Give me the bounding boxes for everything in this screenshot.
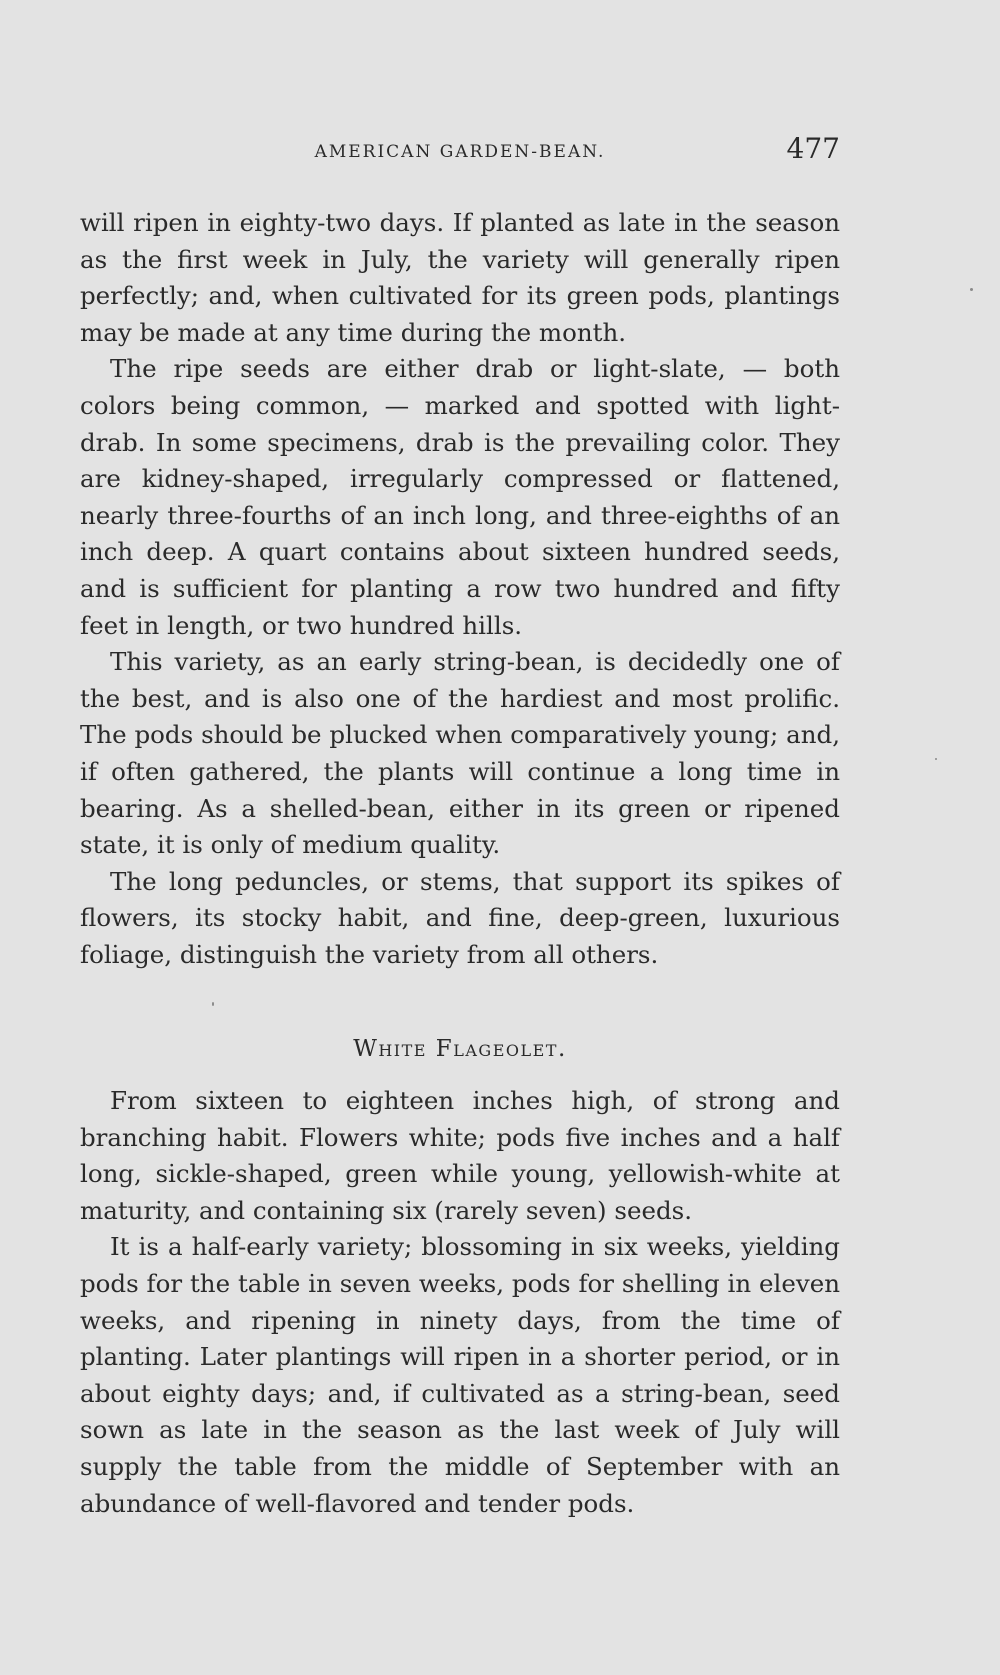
continued-text	[80, 205, 840, 973]
paragraph: The ripe seeds are either drab or light-slate, — both colors being common, — marked and spotted with light-drab. In some specimens, drab is the prevailing color. They are kidney-shaped, irregularly compressed or flattened, nearly three-fourths of an inch long, and three-eighths of an inch deep. A quart contains about sixteen hundred seeds, and is sufficient for planting a row two hundred and fifty feet in length, or two hundred hills.	[80, 354, 840, 640]
paragraph: This variety, as an early string-bean, is decidedly one of the best, and is also one of the hardiest and most prolific. The pods should be plucked when comparatively young; and, if often gathered, the plants will continue a long time in bearing. As a shelled-bean, either in its green or ripened state, it is only of medium quality.	[80, 647, 840, 860]
paper-speck	[212, 1002, 214, 1006]
paragraph: It is a half-early variety; blossoming in six weeks, yielding pods for the table in seven weeks, pods for shelling in eleven weeks, and ripening in ninety days, from the time of planting. Later plantings will ripen in a shorter period, or in about eighty days; and, if cultivated as a string-bean, seed sown as late in the season as the last week of July will supply the table from the middle of September with an abundance of well-flavored and tender pods.	[80, 1232, 840, 1518]
running-head	[80, 132, 840, 172]
paper-speck	[970, 288, 973, 291]
paragraph: The long peduncles, or stems, that support its spikes of flowers, its stocky habit, and fine, deep-green, luxurious foliage, distinguish the variety from all others.	[80, 866, 840, 969]
paper-speck	[935, 758, 937, 760]
paragraph: From sixteen to eighteen inches high, of strong and branching habit. Flowers white; pods five inches and a half long, sickle-shaped, green while young, yellowish-white at maturity, and containing six (rarely seven) seeds.	[80, 1086, 840, 1225]
running-title: AMERICAN GARDEN-BEAN.	[314, 142, 606, 162]
section-text	[80, 1083, 840, 1522]
paragraph: will ripen in eighty-two days. If planted as late in the season as the first week in July, the variety will generally ripen perfectly; and, when cultivated for its green pods, plantings may be made at any time during the month.	[80, 208, 840, 347]
section-heading: White Flageolet.	[353, 1036, 567, 1062]
page-number: 477	[786, 132, 840, 165]
